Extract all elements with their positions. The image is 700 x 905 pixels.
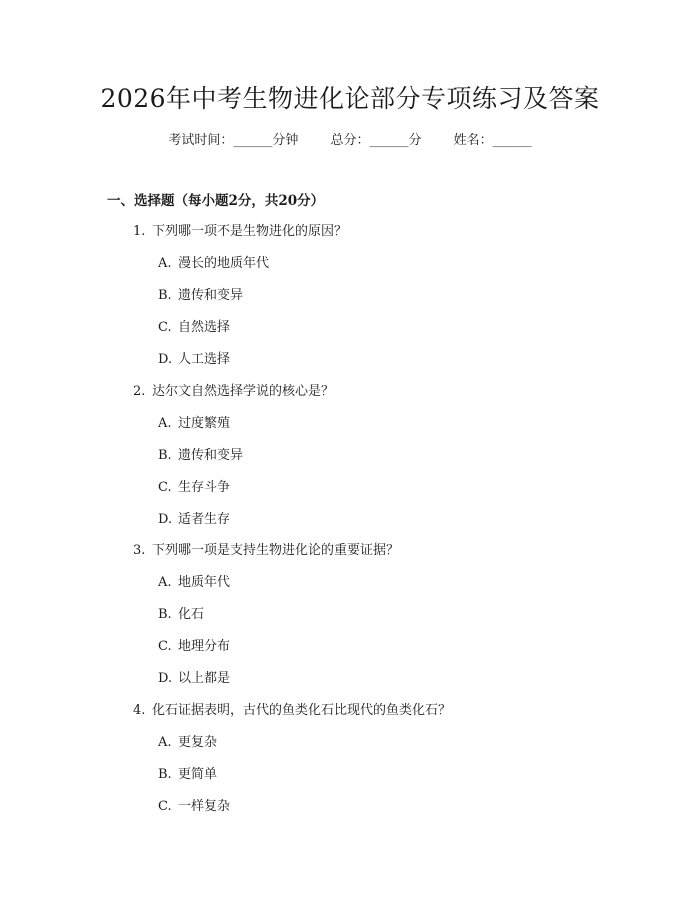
option-item	[158, 286, 243, 306]
option-letter: D.	[158, 352, 173, 367]
option-text: 适者生存	[178, 512, 231, 527]
exam-meta	[0, 131, 700, 151]
option-letter: C.	[158, 320, 172, 335]
option-item	[158, 478, 230, 498]
question-number: 4.	[133, 703, 146, 718]
option-item	[158, 605, 204, 625]
option-text: 更复杂	[178, 735, 218, 750]
option-letter: D.	[158, 671, 173, 686]
option-text: 人工选择	[178, 352, 231, 367]
option-item	[158, 765, 217, 785]
question-2	[133, 382, 334, 402]
option-letter: B.	[158, 448, 172, 463]
option-text: 以上都是	[178, 671, 231, 686]
option-item	[158, 637, 230, 657]
option-item	[158, 254, 269, 274]
option-letter: A.	[158, 416, 172, 431]
option-letter: B.	[158, 607, 172, 622]
option-letter: A.	[158, 575, 172, 590]
option-text: 自然选择	[178, 320, 231, 335]
exam-time-field: 考试时间：______分钟	[168, 133, 299, 148]
option-text: 遗传和变异	[178, 288, 244, 303]
student-name-field: 姓名：______	[453, 133, 532, 148]
question-3	[133, 541, 399, 561]
question-text: 化石证据表明，古代的鱼类化石比现代的鱼类化石？	[152, 703, 452, 718]
option-letter: B.	[158, 767, 172, 782]
option-item	[158, 797, 230, 817]
option-text: 遗传和变异	[178, 448, 244, 463]
question-number: 1.	[133, 224, 146, 239]
option-letter: A.	[158, 735, 172, 750]
option-item	[158, 414, 230, 434]
option-text: 地理分布	[178, 639, 231, 654]
option-letter: C.	[158, 639, 172, 654]
option-item	[158, 573, 230, 593]
question-1	[133, 222, 347, 242]
question-number: 3.	[133, 543, 146, 558]
option-letter: D.	[158, 512, 173, 527]
page-title: 2026年中考生物进化论部分专项练习及答案	[100, 84, 600, 113]
option-text: 一样复杂	[178, 799, 231, 814]
option-item	[158, 318, 230, 338]
option-text: 更简单	[178, 767, 218, 782]
option-text: 地质年代	[178, 575, 231, 590]
option-item	[158, 669, 230, 689]
total-score-field: 总分：______分	[330, 133, 422, 148]
option-text: 化石	[178, 607, 205, 622]
option-text: 过度繁殖	[178, 416, 231, 431]
question-4	[133, 701, 451, 721]
question-text: 下列哪一项是支持生物进化论的重要证据？	[152, 543, 400, 558]
option-item	[158, 446, 243, 466]
option-letter: B.	[158, 288, 172, 303]
option-item	[158, 350, 230, 370]
option-item	[158, 510, 230, 530]
option-item	[158, 733, 217, 753]
option-text: 漫长的地质年代	[178, 256, 270, 271]
question-number: 2.	[133, 384, 146, 399]
option-letter: A.	[158, 256, 172, 271]
option-letter: C.	[158, 799, 172, 814]
question-text: 达尔文自然选择学说的核心是？	[152, 384, 335, 399]
option-text: 生存斗争	[178, 480, 231, 495]
option-letter: C.	[158, 480, 172, 495]
section-heading: 一、选择题（每小题2分，共20分）	[107, 193, 325, 209]
question-text: 下列哪一项不是生物进化的原因？	[152, 224, 348, 239]
